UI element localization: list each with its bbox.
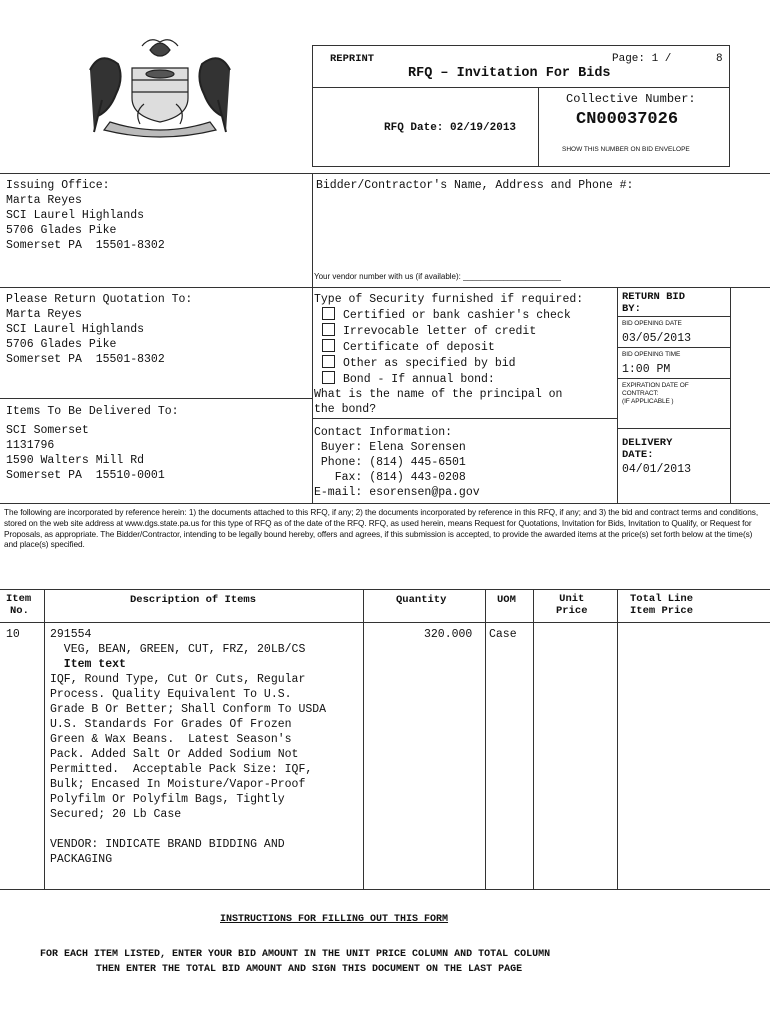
delivery-date-label: DATE: <box>622 449 654 461</box>
return-to-line: Marta Reyes <box>6 308 82 321</box>
bond-question: What is the name of the principal on <box>314 388 563 401</box>
instructions-line-1: FOR EACH ITEM LISTED, ENTER YOUR BID AMOUNT IN THE UNIT PRICE COLUMN AND TOTAL COLUMN <box>40 949 551 960</box>
instructions-title: INSTRUCTIONS FOR FILLING OUT THIS FORM <box>220 914 449 925</box>
row-uom: Case <box>489 628 517 641</box>
return-to-line: Somerset PA 15501-8302 <box>6 353 165 366</box>
item-code: 291554 <box>50 628 92 641</box>
collective-number: CN00037026 <box>576 110 679 129</box>
issuing-office-label: Issuing Office: <box>6 179 110 192</box>
checkbox-cashier-check[interactable] <box>322 307 335 320</box>
page-number-label: Page: 1 / <box>612 53 672 65</box>
delivery-date: 04/01/2013 <box>622 463 692 476</box>
checkbox-certificate-deposit[interactable] <box>322 339 335 352</box>
col-total: Total Line Item Price <box>630 593 694 617</box>
issuing-office-line: SCI Laurel Highlands <box>6 209 145 222</box>
rfq-date: RFQ Date: 02/19/2013 <box>384 122 517 134</box>
contact-information <box>314 425 480 500</box>
delivered-to-label: Items To Be Delivered To: <box>6 405 179 418</box>
issuing-office <box>6 178 165 253</box>
page-total: 8 <box>716 53 723 65</box>
delivered-to-line: 1590 Walters Mill Rd <box>6 454 145 467</box>
row-description: 291554 VEG, BEAN, GREEN, CUT, FRZ, 20LB/CS Item text IQF, Round Type, Cut Or Cuts, Regular Process. Quality Equivalent To U.S. Grade B Or Better; Shall Conform To USDA U.S. Standards For Grades Of Frozen Green & Wax Beans. Latest Season's Pack. Added Salt Or Added Sodium Not Permitted. Acceptable Pack Size: IQF, Bulk; Encased In Moisture/Vapor-Proof Polyfilm Or Polyfilm Bags, Tightly Secured; 20 Lb Case VENDOR: INDICATE BRAND BIDDING AND PACKAGING <box>50 628 327 866</box>
state-coat-of-arms <box>70 30 250 140</box>
checkbox-other[interactable] <box>322 355 335 368</box>
show-number-note: SHOW THIS NUMBER ON BID ENVELOPE <box>562 146 690 153</box>
vendor-number-field[interactable]: Your vendor number with us (if available): ______________________ <box>314 272 561 281</box>
unit-price-input[interactable] <box>536 625 614 885</box>
checkbox-letter-of-credit[interactable] <box>322 323 335 336</box>
row-item-no: 10 <box>6 628 20 641</box>
contact-fax: Fax: (814) 443-0208 <box>314 471 466 484</box>
return-bid-label: RETURN BID <box>622 291 686 303</box>
contact-phone: Phone: (814) 445-6501 <box>314 456 466 469</box>
instructions-line-2: THEN ENTER THE TOTAL BID AMOUNT AND SIGN THIS DOCUMENT ON THE LAST PAGE <box>96 964 523 975</box>
col-description: Description of Items <box>130 594 257 606</box>
collective-number-label: Collective Number: <box>566 92 696 106</box>
bid-opening-time-label: BID OPENING TIME <box>622 351 681 358</box>
form-title: RFQ – Invitation For Bids <box>408 66 611 81</box>
contact-email[interactable]: E-mail: esorensen@pa.gov <box>314 486 480 499</box>
item-text-label: Item text <box>50 658 126 671</box>
issuing-office-line: Somerset PA 15501-8302 <box>6 239 165 252</box>
delivery-label: DELIVERY <box>622 437 673 449</box>
total-price-input[interactable] <box>620 625 766 885</box>
reprint-label: REPRINT <box>330 53 375 65</box>
expiration-label: EXPIRATION DATE OF CONTRACT: (IF APPLICABLE ) <box>622 382 689 405</box>
delivered-to-line: Somerset PA 15510-0001 <box>6 469 165 482</box>
contact-label: Contact Information: <box>314 426 453 439</box>
vendor-note: VENDOR: INDICATE BRAND BIDDING AND <box>50 838 285 851</box>
bid-opening-date-label: BID OPENING DATE <box>622 320 682 327</box>
col-unit-price: Unit Price <box>556 593 588 617</box>
return-to-line: SCI Laurel Highlands <box>6 323 145 336</box>
security-option: Certified or bank cashier's check <box>314 307 583 323</box>
security-option: Bond - If annual bond: <box>314 371 583 387</box>
security-option: Certificate of deposit <box>314 339 583 355</box>
delivered-to <box>6 404 179 483</box>
security-option: Other as specified by bid <box>314 355 583 371</box>
issuing-office-line: Marta Reyes <box>6 194 82 207</box>
bond-question-2: the bond? <box>314 403 377 416</box>
security-label: Type of Security furnished if required: <box>314 293 584 306</box>
bid-opening-date: 03/05/2013 <box>622 332 692 345</box>
vendor-note: PACKAGING <box>50 853 113 866</box>
return-quotation-to <box>6 292 192 367</box>
col-uom: UOM <box>497 594 516 606</box>
issuing-office-line: 5706 Glades Pike <box>6 224 117 237</box>
return-to-label: Please Return Quotation To: <box>6 293 193 306</box>
delivered-to-line: 1131796 <box>6 439 55 452</box>
bid-opening-time: 1:00 PM <box>622 363 671 376</box>
col-quantity: Quantity <box>396 594 447 606</box>
return-to-line: 5706 Glades Pike <box>6 338 117 351</box>
col-item-no: Item No. <box>6 593 32 617</box>
security-option: Irrevocable letter of credit <box>314 323 583 339</box>
terms-paragraph: The following are incorporated by reference herein: 1) the documents attached to this RFQ, if any; 2) the documents incorporated by reference in this RFQ, if any; and 3) the bid and contract terms and conditions, stored on the web site address at www.dgs.state.pa.us for this type of RFQ as of the date of the RFQ. RFQ, as used herein, means Request for Quotations, Invitation for Bids, Invitation to Qualify, or Request for Proposals, as appropriate. The Bidder/Contractor, intending to be legally bound hereby, offers and agrees, if this submission is accepted, to provide the awarded items at the price(s) set forth below at the time(s) and place(s) specified. <box>4 507 759 550</box>
delivered-to-line: SCI Somerset <box>6 424 89 437</box>
bidder-label: Bidder/Contractor's Name, Address and Phone #: <box>316 179 634 192</box>
security-type <box>314 292 583 417</box>
contact-buyer: Buyer: Elena Sorensen <box>314 441 466 454</box>
item-name: VEG, BEAN, GREEN, CUT, FRZ, 20LB/CS <box>50 643 306 656</box>
row-quantity: 320.000 <box>424 628 473 641</box>
return-bid-by: BY: <box>622 303 641 315</box>
checkbox-bond[interactable] <box>322 371 335 384</box>
